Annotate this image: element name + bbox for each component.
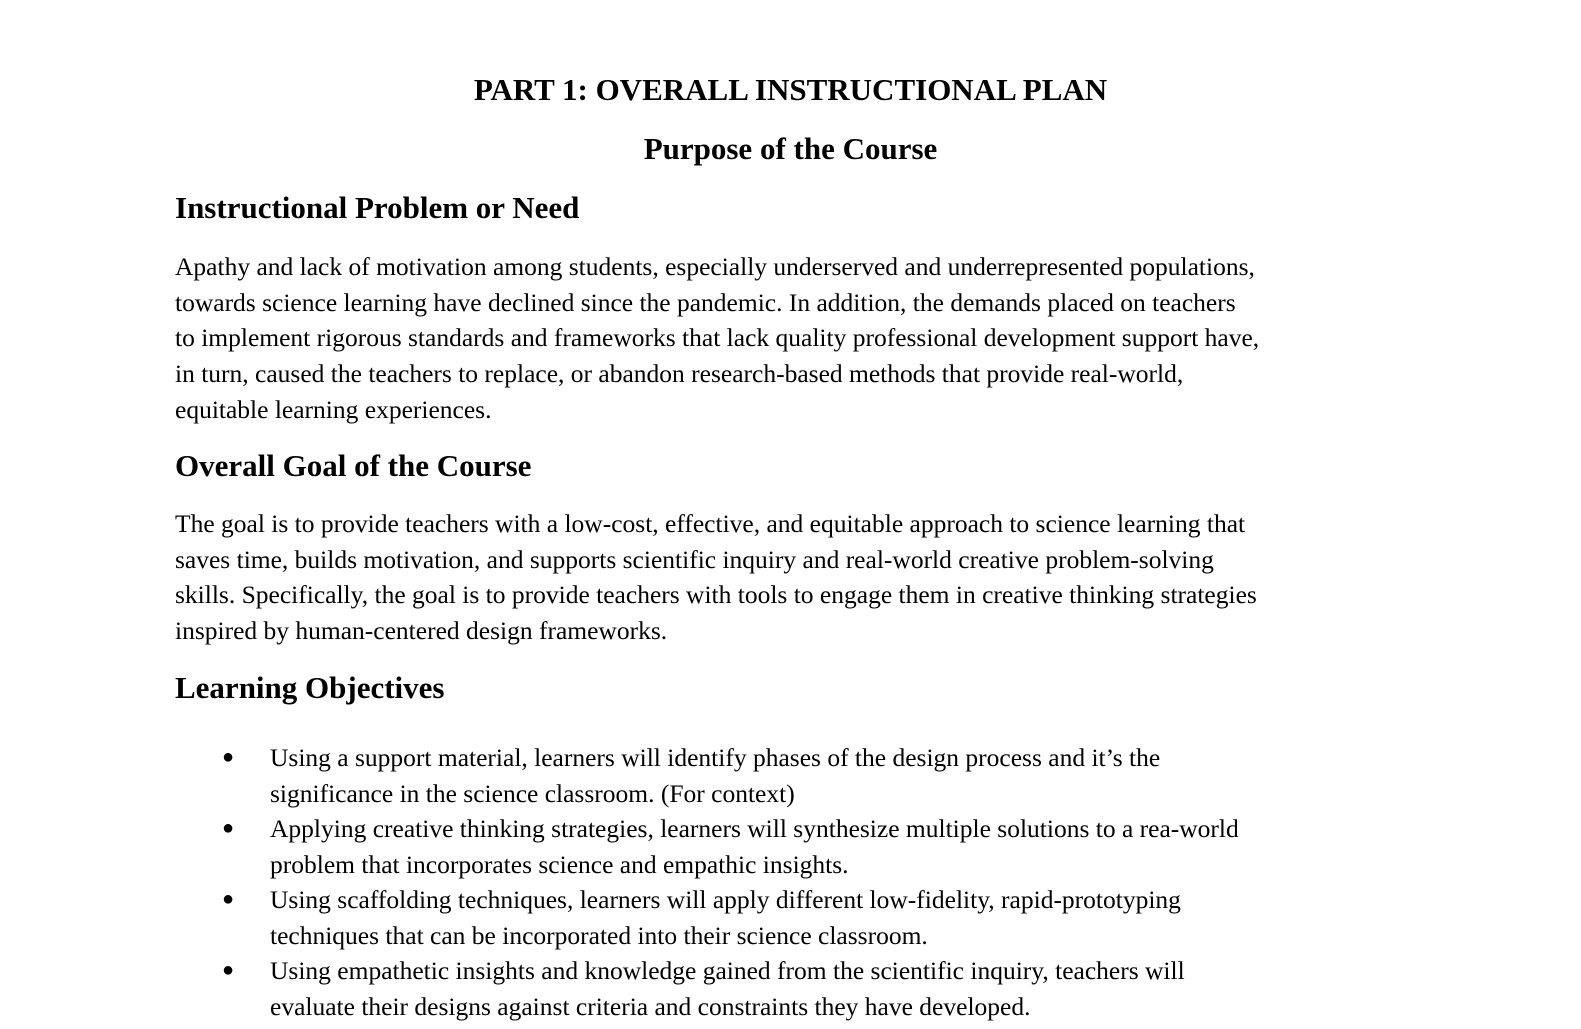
paragraph-line: to implement rigorous standards and frameworks that lack quality professional development support have, (175, 323, 1260, 353)
part-title: PART 1: OVERALL INSTRUCTIONAL PLAN (473, 72, 1108, 107)
list-item-line: techniques that can be incorporated into their science classroom. (270, 920, 928, 950)
paragraph-line: inspired by human-centered design frameworks. (175, 616, 668, 646)
bullet-icon: ● (222, 746, 235, 768)
bullet-icon: ● (222, 959, 235, 981)
paragraph-line: The goal is to provide teachers with a low-cost, effective, and equitable approach to science learning that (175, 509, 1246, 538)
paragraph-line: in turn, caused the teachers to replace, or abandon research-based methods that provide real-world, (175, 359, 1184, 389)
problem-paragraph (175, 249, 1259, 428)
list-item-line: problem that incorporates science and empathic insights. (270, 849, 849, 879)
purpose-title: Purpose of the Course (643, 131, 938, 166)
objectives-heading: Learning Objectives (175, 670, 445, 705)
list-item-line: Using scaffolding techniques, learners will apply different low-fidelity, rapid-prototyping (270, 885, 1181, 914)
list-item (175, 953, 1239, 1024)
bullet-icon: ● (222, 888, 235, 910)
paragraph-line: Apathy and lack of motivation among students, especially underserved and underrepresented populations, (175, 252, 1255, 281)
list-item (175, 740, 1239, 811)
list-item-line: Applying creative thinking strategies, learners will synthesize multiple solutions to a rea-world (270, 814, 1239, 843)
paragraph-line: towards science learning have declined since the pandemic. In addition, the demands placed on teachers (175, 287, 1236, 317)
bullet-icon: ● (222, 817, 235, 839)
objectives-list (175, 740, 1239, 1024)
problem-heading: Instructional Problem or Need (175, 190, 580, 225)
paragraph-line: skills. Specifically, the goal is to provide teachers with tools to engage them in creative thinking strategies (175, 580, 1257, 610)
goal-paragraph (175, 506, 1257, 649)
goal-heading: Overall Goal of the Course (175, 448, 532, 483)
paragraph-line: saves time, builds motivation, and supports scientific inquiry and real-world creative problem-solving (175, 544, 1214, 574)
list-item-line: Using empathetic insights and knowledge gained from the scientific inquiry, teachers will (270, 956, 1185, 985)
list-item-line: significance in the science classroom. (For context) (270, 778, 795, 808)
paragraph-line: equitable learning experiences. (175, 394, 492, 424)
list-item-line: evaluate their designs against criteria and constraints they have developed. (270, 991, 1031, 1021)
list-item (175, 811, 1239, 882)
list-item (175, 882, 1239, 953)
list-item-line: Using a support material, learners will identify phases of the design process and it’s the (270, 743, 1161, 772)
